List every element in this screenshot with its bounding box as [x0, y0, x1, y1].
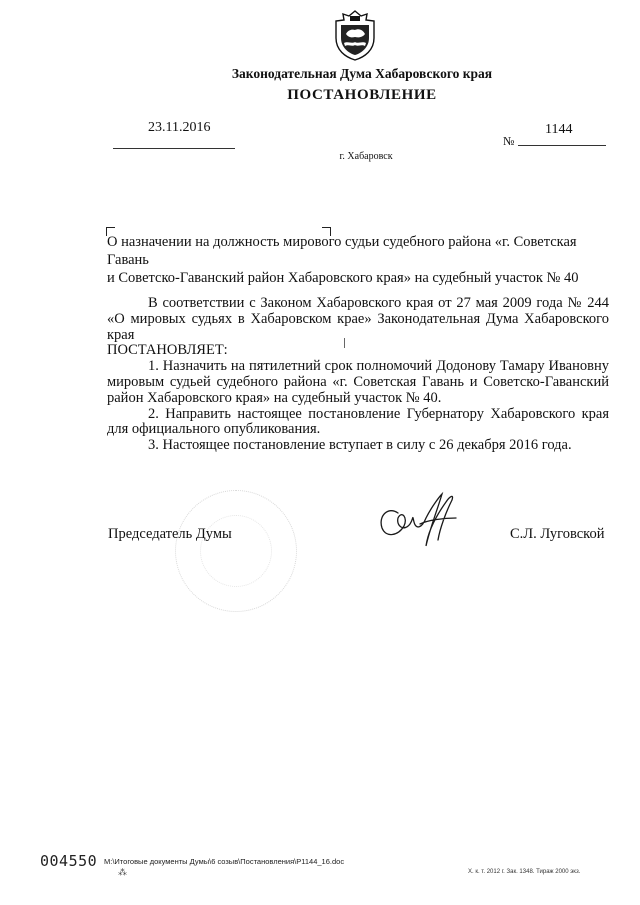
date-underline: [113, 148, 235, 149]
signature-icon: [368, 488, 468, 558]
number-sign: №: [503, 134, 515, 148]
decree-word: ПОСТАНОВЛЯЕТ:: [107, 342, 228, 359]
organization-name: Законодательная Дума Хабаровского края: [231, 66, 493, 81]
subject-block: [107, 233, 612, 287]
signer-position: Председатель Думы: [108, 526, 232, 542]
subject-line: О назначении на должность мирового судьи судебного района «г. Советская Гавань: [107, 234, 577, 268]
document-number: 1144: [545, 122, 573, 137]
small-stamp-icon: ⁂: [118, 868, 127, 878]
document-date: 23.11.2016: [148, 120, 211, 135]
file-path: М:\Итоговые документы Думы\6 созыв\Постановления\Р1144_16.doc: [104, 857, 345, 866]
city-label: г. Хабаровск: [339, 151, 393, 162]
list-item: 3. Настоящее постановление вступает в силу с 26 декабря 2016 года.: [148, 437, 572, 454]
coat-of-arms-icon: [328, 8, 382, 62]
preamble-paragraph: В соответствии с Законом Хабаровского края от 27 мая 2009 года № 244 «О мировых судьях в Хабаровском крае» Законодательная Дума Хабаровского края: [107, 295, 609, 343]
subject-line: и Советско-Гаванский район Хабаровского края» на судебный участок № 40: [107, 270, 579, 286]
signer-name: С.Л. Луговской: [510, 526, 605, 542]
document-type-title: ПОСТАНОВЛЕНИЕ: [287, 87, 437, 103]
document-body: [107, 296, 609, 454]
registration-number: 004550: [40, 852, 98, 870]
list-item: 1. Назначить на пятилетний срок полномочий Додонову Тамару Ивановну мировым судьей судебного района «г. Советская Гавань и Советско-Гаванский район Хабаровского края» на судебный участок № 40.: [107, 358, 609, 406]
number-underline: [518, 145, 606, 146]
print-info: Х. к. т. 2012 г. Зак. 1348. Тираж 2000 экз.: [468, 869, 581, 875]
list-item: 2. Направить настоящее постановление Губернатору Хабаровского края для официального опубликования.: [107, 405, 609, 438]
